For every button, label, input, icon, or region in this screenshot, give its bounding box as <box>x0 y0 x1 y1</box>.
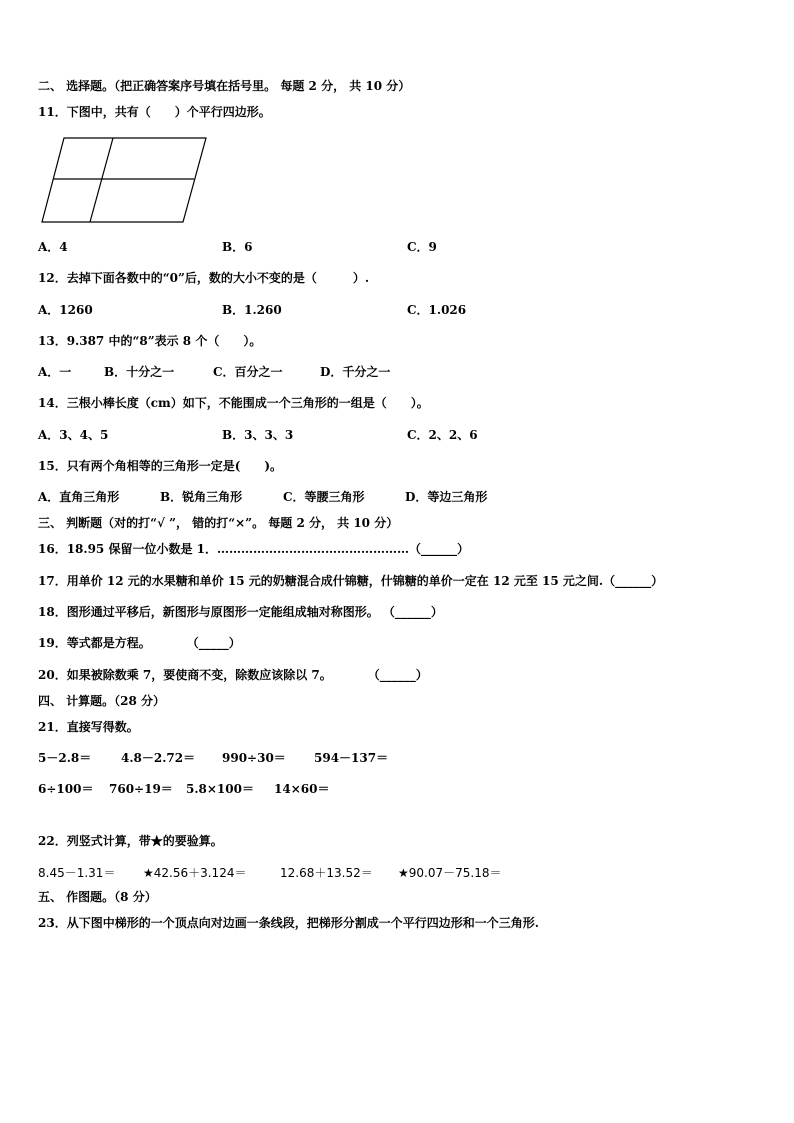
section-3-title: 三、 判断题（对的打“√ ”， 错的打“×”。 每题 2 分， 共 10 分） <box>38 516 399 530</box>
q15-option-d[interactable]: D．等边三角形 <box>405 490 488 504</box>
q22-item: ★42.56＋3.124＝ <box>143 866 247 880</box>
question-12: 12．去掉下面各数中的“0”后，数的大小不变的是（ ）. <box>38 271 370 285</box>
q21-item: 990÷30＝ <box>222 751 286 765</box>
q15-option-b[interactable]: B．锐角三角形 <box>160 490 243 504</box>
q21-item: 5－2.8＝ <box>38 751 92 765</box>
question-11: 11．下图中，共有（ ）个平行四边形。 <box>38 105 271 119</box>
q11-option-c[interactable]: C．9 <box>407 240 437 254</box>
q12-option-c[interactable]: C．1.026 <box>407 303 467 317</box>
section-5-title: 五、 作图题。（8 分） <box>38 890 157 904</box>
q22-item: 8.45－1.31＝ <box>38 866 116 880</box>
q21-item: 4.8－2.72＝ <box>121 751 196 765</box>
q12-option-b[interactable]: B．1.260 <box>222 303 282 317</box>
q21-item: 5.8×100＝ <box>186 782 254 796</box>
section-2-title: 二、 选择题。（把正确答案序号填在括号里。 每题 2 分， 共 10 分） <box>38 79 411 93</box>
q14-option-b[interactable]: B．3、3、3 <box>222 428 294 442</box>
question-21: 21．直接写得数。 <box>38 720 139 734</box>
q11-option-a[interactable]: A．4 <box>38 240 68 254</box>
q22-item: ★90.07－75.18＝ <box>398 866 502 880</box>
q14-option-a[interactable]: A．3、4、5 <box>38 428 109 442</box>
question-22: 22．列竖式计算，带★的要验算。 <box>38 834 223 848</box>
q15-option-c[interactable]: C．等腰三角形 <box>283 490 365 504</box>
q21-item: 760÷19＝ <box>109 782 173 796</box>
q12-option-a[interactable]: A．1260 <box>38 303 93 317</box>
parallelogram-figure <box>40 136 210 226</box>
question-23: 23．从下图中梯形的一个顶点向对边画一条线段，把梯形分割成一个平行四边形和一个三角形. <box>38 916 539 930</box>
q21-item: 14×60＝ <box>274 782 330 796</box>
q15-option-a[interactable]: A．直角三角形 <box>38 490 120 504</box>
question-18: 18．图形通过平移后，新图形与原图形一定能组成轴对称图形。 （______） <box>38 605 443 619</box>
question-20: 20．如果被除数乘 7，要使商不变，除数应该除以 7。 （______） <box>38 668 428 682</box>
q14-option-c[interactable]: C．2、2、6 <box>407 428 478 442</box>
question-13: 13．9.387 中的“8”表示 8 个（ ）。 <box>38 334 262 348</box>
question-16: 16．18.95 保留一位小数是 1．…………………………………………（______） <box>38 542 469 556</box>
question-19: 19．等式都是方程。 （_____） <box>38 636 241 650</box>
question-17: 17．用单价 12 元的水果糖和单价 15 元的奶糖混合成什锦糖，什锦糖的单价一定在 12 元至 15 元之间.（______） <box>38 574 664 588</box>
section-4-title: 四、 计算题。（28 分） <box>38 694 166 708</box>
q22-item: 12.68＋13.52＝ <box>280 866 373 880</box>
question-15: 15．只有两个角相等的三角形一定是( )。 <box>38 459 283 473</box>
q21-item: 594－137＝ <box>314 751 389 765</box>
q13-option-d[interactable]: D．千分之一 <box>320 365 391 379</box>
q21-item: 6÷100＝ <box>38 782 94 796</box>
q13-option-a[interactable]: A．一 <box>38 365 72 379</box>
question-14: 14．三根小棒长度（cm）如下，不能围成一个三角形的一组是（ ）。 <box>38 396 429 410</box>
q11-option-b[interactable]: B．6 <box>222 240 253 254</box>
q13-option-b[interactable]: B．十分之一 <box>104 365 175 379</box>
q13-option-c[interactable]: C．百分之一 <box>213 365 283 379</box>
